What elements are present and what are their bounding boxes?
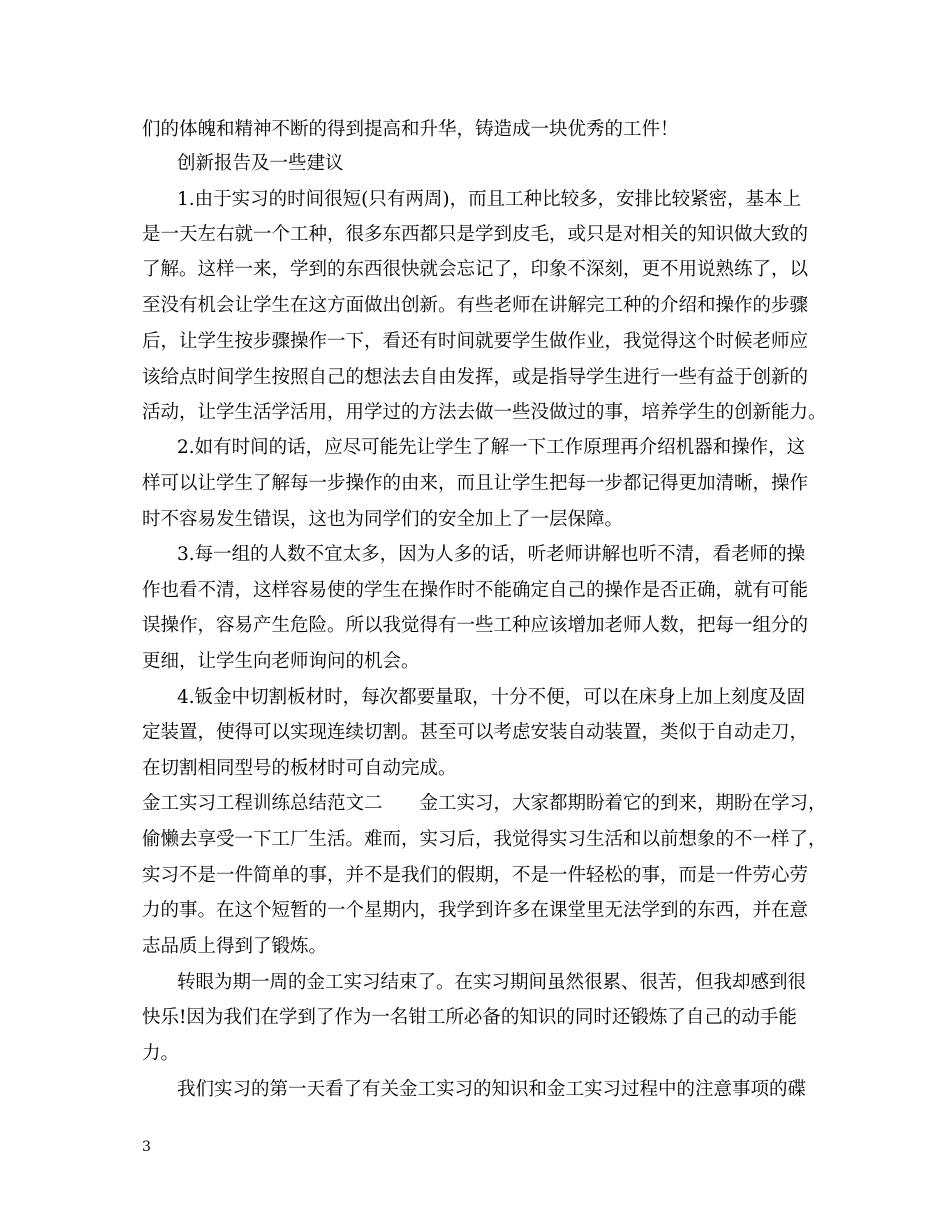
text-line: 实习不是一件简单的事，并不是我们的假期，不是一件轻松的事，而是一件劳心劳: [142, 865, 809, 886]
section-heading: 创新报告及一些建议: [177, 153, 344, 174]
text-line: 更细，让学生向老师询问的机会。: [142, 651, 420, 672]
text-line: 是一天左右就一个工种，很多东西都只是学到皮毛，或只是对相关的知识做大致的: [142, 224, 809, 245]
text-line: 们的体魄和精神不断的得到提高和升华，铸造成一块优秀的工件！: [142, 119, 679, 140]
text-line: 转眼为期一周的金工实习结束了。在实习期间虽然很累、很苦，但我却感到很: [177, 972, 807, 993]
text-line: 4.钣金中切割板材时，每次都要量取，十分不便，可以在床身上加上刻度及固: [177, 687, 806, 708]
text-line: 快乐!因为我们在学到了作为一名钳工所必备的知识的同时还锻炼了自己的动手能: [142, 1007, 797, 1028]
text-line: 1.由于实习的时间很短(只有两周)，而且工种比较多，安排比较紧密，基本上: [177, 189, 802, 210]
text-line: 3.每一组的人数不宜太多，因为人多的话，听老师讲解也听不清，看老师的操: [177, 544, 806, 565]
text-line: 时不容易发生错误，这也为同学们的安全加上了一层保障。: [142, 509, 624, 530]
text-line: 偷懒去享受一下工厂生活。难而，实习后，我觉得实习生活和以前想象的不一样了，: [142, 829, 827, 850]
text-line: 后，让学生按步骤操作一下，看还有时间就要学生做作业，我觉得这个时候老师应: [142, 331, 809, 352]
text-line: 该给点时间学生按照自己的想法去自由发挥，或是指导学生进行一些有益于创新的: [142, 367, 809, 388]
text-line: 定装置，使得可以实现连续切割。甚至可以考虑安装自动装置，类似于自动走刀，: [142, 722, 809, 743]
text-line: 至没有机会让学生在这方面做出创新。有些老师在讲解完工种的介绍和操作的步骤: [142, 295, 809, 316]
text-line: 样可以让学生了解每一步操作的由来，而且让学生把每一步都记得更加清晰，操作: [142, 473, 809, 494]
text-line: 误操作，容易产生危险。所以我觉得有一些工种应该增加老师人数，把每一组分的: [142, 615, 809, 636]
text-line: 了解。这样一来，学到的东西很快就会忘记了，印象不深刻，更不用说熟练了，以: [142, 259, 809, 280]
text-line: 力。: [142, 1043, 180, 1064]
text-line: 力的事。在这个短暂的一个星期内，我学到许多在课堂里无法学到的东西，并在意: [142, 900, 809, 921]
text-line: 作也看不清，这样容易使的学生在操作时不能确定自己的操作是否正确，就有可能: [142, 580, 809, 601]
text-line: 在切割相同型号的板材时可自动完成。: [142, 758, 457, 779]
text-line: 我们实习的第一天看了有关金工实习的知识和金工实习过程中的注意事项的碟: [177, 1079, 807, 1100]
page-number: 3: [142, 1139, 151, 1155]
section-title-line: 金工实习工程训练总结范文二 金工实习，大家都期盼着它的到来，期盼在学习，: [142, 793, 827, 814]
text-line: 志品质上得到了锻炼。: [142, 936, 328, 957]
text-line: 活动，让学生活学活用，用学过的方法去做一些没做过的事，培养学生的创新能力。: [142, 402, 827, 423]
text-line: 2.如有时间的话，应尽可能先让学生了解一下工作原理再介绍机器和操作，这: [177, 437, 806, 458]
